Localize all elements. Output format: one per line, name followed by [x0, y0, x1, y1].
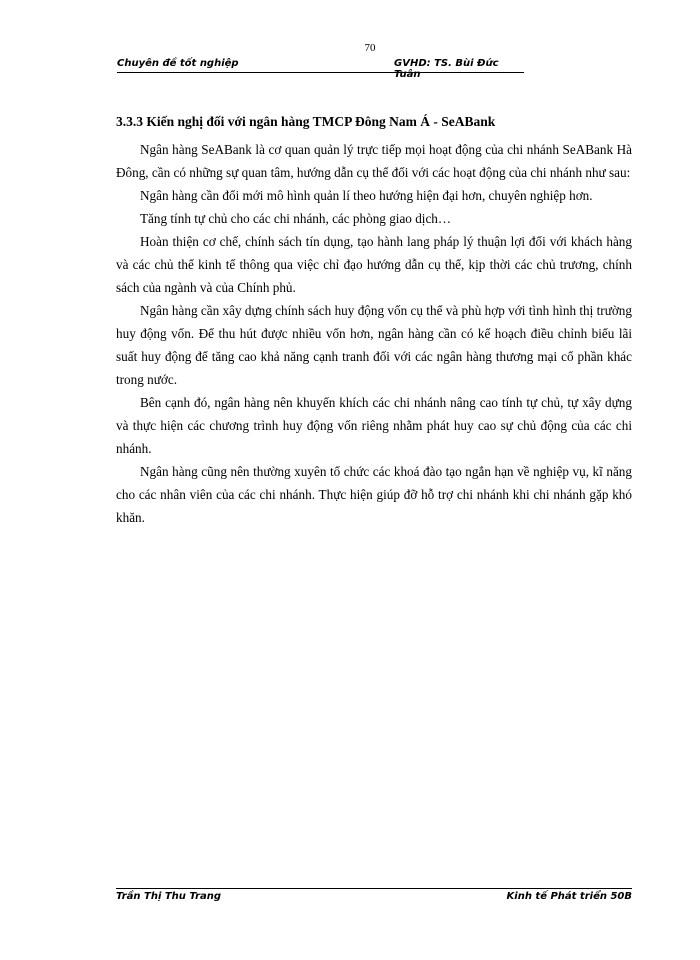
paragraph: Bên cạnh đó, ngân hàng nên khuyến khích các chi nhánh nâng cao tính tự chủ, tự xây dựng và thực hiện các chương trình huy động vốn riêng nhằm phát huy cao sự chủ động của các chi nhánh. — [116, 395, 632, 456]
footer-class: Kinh tế Phát triển 50B — [506, 891, 632, 902]
paragraph: Hoàn thiện cơ chế, chính sách tín dụng, tạo hành lang pháp lý thuận lợi đối với khách hàng và các chủ thể kinh tế thông qua việc chỉ đạo hướng dẫn cụ thể, kịp thời các chủ trương, chính sách của ngành và của Chính phủ. — [116, 234, 632, 295]
main-content — [116, 114, 632, 529]
footer-author: Trần Thị Thu Trang — [116, 891, 222, 902]
paragraph: Ngân hàng cần xây dựng chính sách huy động vốn cụ thể và phù hợp với tình hình thị trường huy động vốn. Để thu hút được nhiều vốn hơn, ngân hàng cần có kế hoạch điều chỉnh biểu lãi suất huy động để tăng cao khả năng cạnh tranh đối với các ngân hàng thương mại cổ phần khác trong nước. — [116, 303, 632, 387]
paragraph: Ngân hàng cần đổi mới mô hình quản lí theo hướng hiện đại hơn, chuyên nghiệp hơn. — [140, 188, 593, 203]
page-number: 70 — [364, 42, 376, 54]
section-title: 3.3.3 Kiến nghị đối với ngân hàng TMCP Đông Nam Á - SeABank — [116, 114, 496, 129]
page-header — [117, 58, 524, 80]
header-document-type: Chuyên đề tốt nghiệp — [117, 58, 239, 69]
paragraph: Tăng tính tự chủ cho các chi nhánh, các phòng giao dịch… — [140, 211, 452, 226]
paragraph: Ngân hàng SeABank là cơ quan quản lý trực tiếp mọi hoạt động của chi nhánh SeABank Hà Đông, cần có những sự quan tâm, hướng dẫn cụ thể đối với các hoạt động của chi nhánh như sau: — [116, 142, 632, 180]
page-footer — [116, 888, 632, 905]
paragraph: Ngân hàng cũng nên thường xuyên tổ chức các khoá đào tạo ngắn hạn về nghiệp vụ, kĩ năng cho các nhân viên của các chi nhánh. Thực hiện giúp đỡ hỗ trợ chi nhánh khi chi nhánh gặp khó khăn. — [116, 464, 632, 525]
header-supervisor: GVHD: TS. Bùi Đức Tuân — [394, 58, 499, 80]
